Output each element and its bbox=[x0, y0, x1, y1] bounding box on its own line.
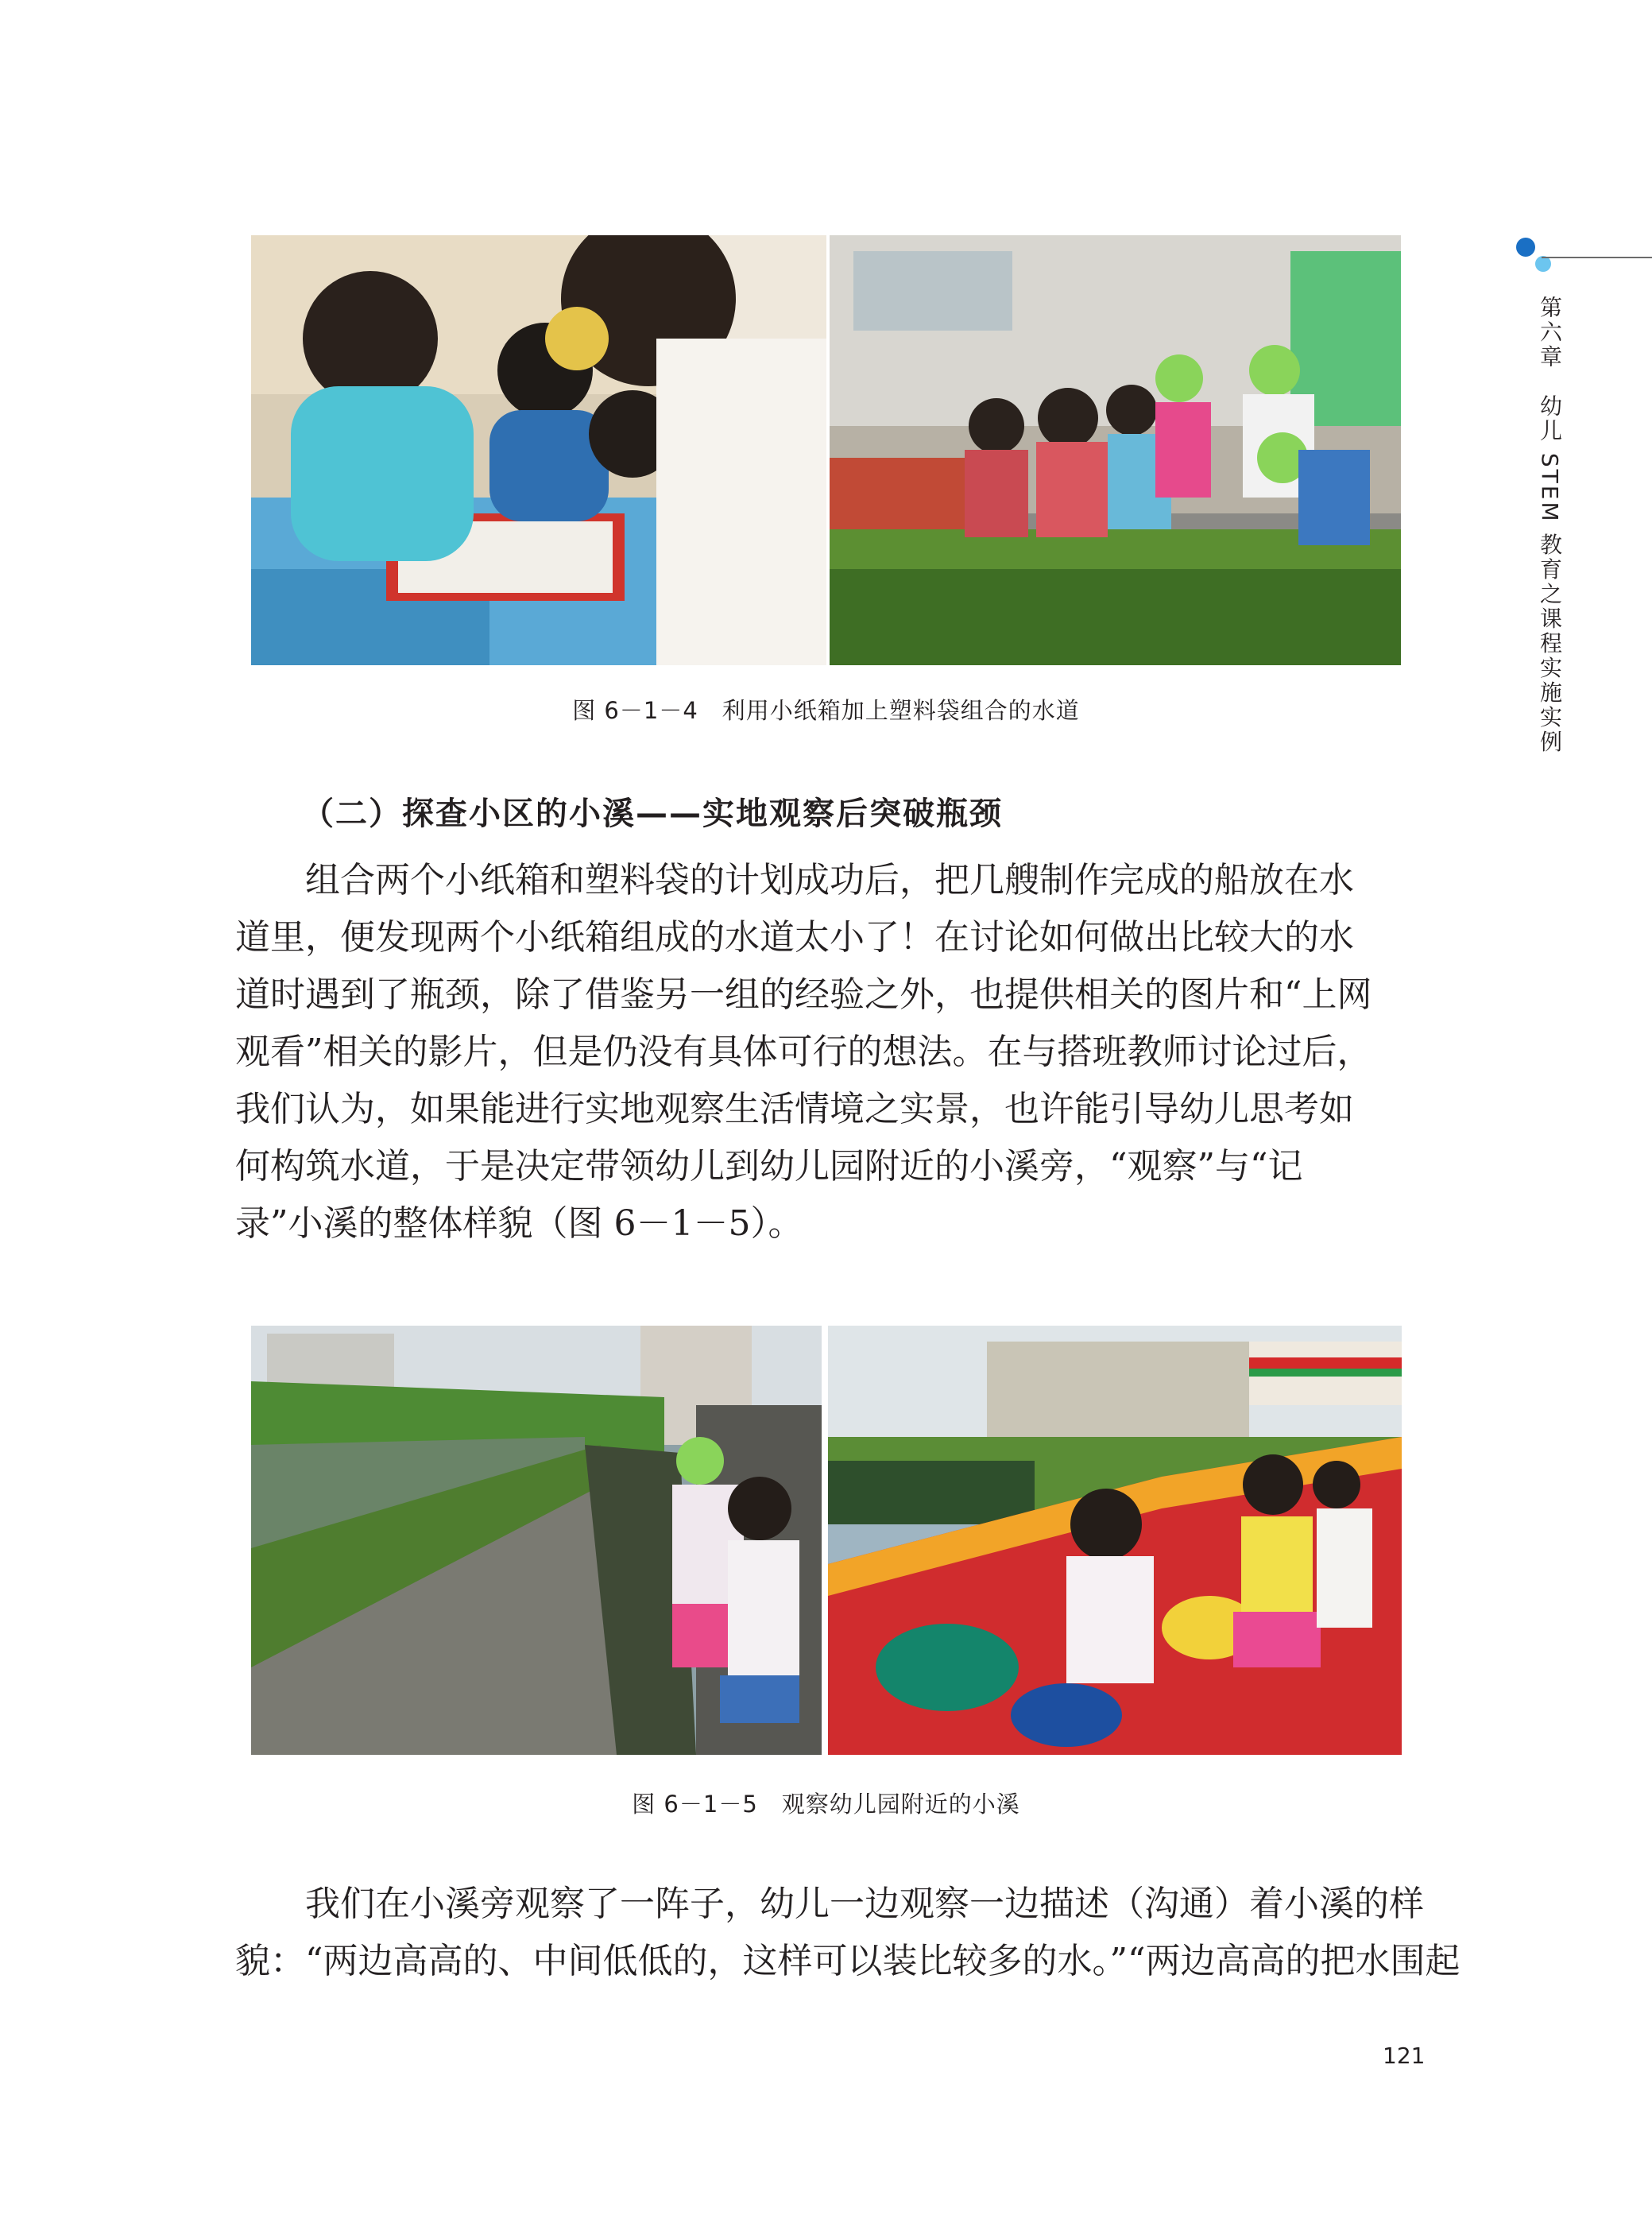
paragraph-2-line-1: 我们在小溪旁观察了一阵子，幼儿一边观察一边描述（沟通）着小溪的样 bbox=[305, 1884, 1424, 1924]
figure-6-1-4-caption: 图 6－1－4 利用小纸箱加上塑料袋组合的水道 bbox=[572, 697, 1080, 724]
figure-6-1-5-photo-right bbox=[828, 1326, 1402, 1755]
paragraph-1-line-3: 道时遇到了瓶颈，除了借鉴另一组的经验之外，也提供相关的图片和“上网 bbox=[235, 974, 1372, 1015]
paragraph-1-line-2: 道里，便发现两个小纸箱组成的水道太小了！在讨论如何做出比较大的水 bbox=[235, 917, 1354, 958]
paragraph-1 bbox=[235, 852, 1411, 1253]
page-number: 121 bbox=[1383, 2043, 1426, 2069]
paragraph-1-line-6: 何构筑水道，于是决定带领幼儿到幼儿园附近的小溪旁，“观察”与“记 bbox=[235, 1146, 1303, 1187]
paragraph-1-line-7: 录”小溪的整体样貌（图 6－1－5）。 bbox=[235, 1203, 803, 1244]
chapter-tab-decoration bbox=[1510, 230, 1652, 278]
paragraph-1-line-4: 观看”相关的影片，但是仍没有具体可行的想法。在与搭班教师讨论过后， bbox=[235, 1032, 1372, 1072]
figure-6-1-5-photo-left bbox=[251, 1326, 822, 1755]
paragraph-2 bbox=[235, 1876, 1460, 1990]
chapter-title-vertical: 第六章 幼儿 STEM 教育之课程实施实例 bbox=[1537, 296, 1563, 755]
paragraph-1-line-5: 我们认为，如果能进行实地观察生活情境之实景，也许能引导幼儿思考如 bbox=[235, 1089, 1354, 1129]
paragraph-2-line-2: 貌：“两边高高的、中间低低的，这样可以装比较多的水。”“两边高高的把水围起 bbox=[235, 1941, 1460, 1981]
figure-6-1-4-photo-left bbox=[251, 235, 826, 665]
figure-6-1-4-photo-right bbox=[830, 235, 1401, 665]
section-heading: （二）探查小区的小溪——实地观察后突破瓶颈 bbox=[302, 796, 1003, 832]
figure-6-1-5-caption: 图 6－1－5 观察幼儿园附近的小溪 bbox=[632, 1791, 1020, 1818]
paragraph-1-line-1: 组合两个小纸箱和塑料袋的计划成功后，把几艘制作完成的船放在水 bbox=[305, 860, 1354, 900]
